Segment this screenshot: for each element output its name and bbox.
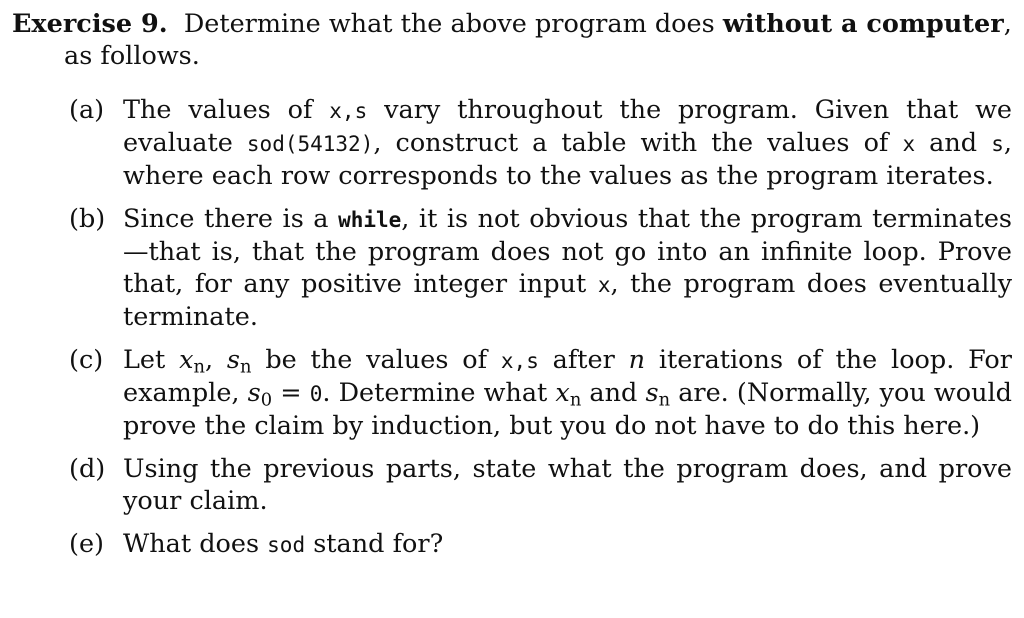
text: vary throughout the program. Given that we evaluate <box>123 95 1012 158</box>
text: The values of <box>123 95 330 125</box>
text: iterations of the loop. For example, <box>123 345 1012 408</box>
math-var: n <box>628 345 646 375</box>
exercise-block <box>12 8 1012 561</box>
question-a <box>12 94 1012 192</box>
question-label: (b) <box>69 204 106 234</box>
code: x,s <box>329 99 368 123</box>
math-var: x <box>179 345 194 375</box>
text: stand for? <box>305 529 444 559</box>
intro-text-end: , as follows. <box>64 9 1012 71</box>
text: Since there is a <box>123 204 339 234</box>
code: sod(54132) <box>246 132 374 156</box>
math-subscript: n <box>193 356 205 378</box>
code: 0 <box>309 382 323 406</box>
code: x <box>902 132 916 156</box>
question-text <box>123 94 1012 192</box>
text: . Determine what <box>322 378 556 408</box>
question-list <box>12 94 1012 561</box>
text: Using the previous parts, state what the program does, and prove your claim. <box>123 454 1012 516</box>
text: be the values of <box>251 345 501 375</box>
exercise-label: Exercise 9. <box>12 9 168 39</box>
text: , it is not obvious that the program terminates—that is, that the program does not go into an infinite loop. Prove that, for any positive integer input <box>123 204 1012 299</box>
text: and <box>581 378 646 408</box>
question-label: (e) <box>69 529 104 559</box>
math-subscript: 0 <box>260 389 273 411</box>
math-var: s <box>645 378 659 408</box>
question-label: (d) <box>69 454 106 484</box>
text: , the program does eventually terminate. <box>123 269 1012 332</box>
intro-emphasis: without a computer <box>722 9 1004 39</box>
text: What does <box>123 529 268 559</box>
question-text <box>123 528 1012 561</box>
text: , where each row corresponds to the values as the program iterates. <box>123 128 1012 191</box>
question-e <box>12 528 1012 561</box>
text: = <box>272 378 310 408</box>
code: s <box>991 132 1004 156</box>
intro-text: Determine what the above program does <box>183 9 715 39</box>
code: x,s <box>500 349 539 373</box>
math-subscript: n <box>240 356 252 378</box>
text: after <box>538 345 629 375</box>
question-text <box>123 453 1012 517</box>
exercise-intro <box>12 8 1012 72</box>
question-text <box>123 344 1012 442</box>
text: , <box>204 345 227 375</box>
math-var: x <box>555 378 570 408</box>
question-c <box>12 344 1012 442</box>
text: are. (Normally, you would prove the claim by induction, but you do not have to do this here.) <box>123 378 1012 441</box>
math-var: s <box>226 345 240 375</box>
code: x <box>597 273 611 297</box>
text: , construct a table with the values of <box>373 128 903 158</box>
code: sod <box>267 533 306 557</box>
text: and <box>915 128 992 158</box>
question-b <box>12 203 1012 333</box>
question-d <box>12 453 1012 517</box>
code-keyword: while <box>338 208 402 232</box>
question-label: (a) <box>69 95 105 125</box>
question-label: (c) <box>69 345 104 375</box>
math-var: s <box>247 378 261 408</box>
math-subscript: n <box>569 389 582 411</box>
question-text <box>123 203 1012 333</box>
math-subscript: n <box>658 389 671 411</box>
text: Let <box>123 345 180 375</box>
